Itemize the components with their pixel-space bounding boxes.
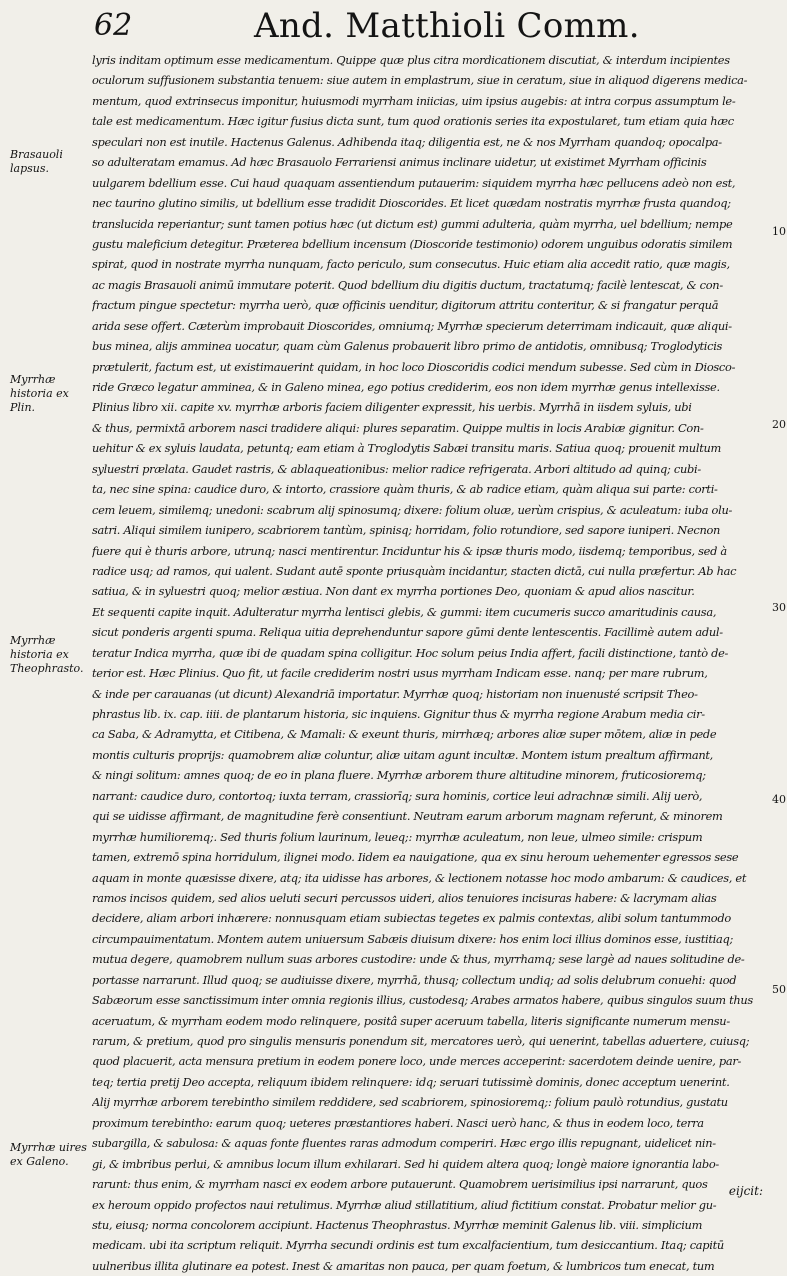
line-number: 50 <box>772 983 786 996</box>
text-line: rarunt: thus enim, & myrrham nasci ex eodem arbore putauerunt. Quamobrem uerisimilius ipsi narrarunt, quos <box>92 1177 708 1192</box>
text-line: prætulerit, factum est, ut existimauerint quidam, in hoc loco Dioscoridis codici mendum subesse. Sed cùm in Diosco- <box>92 359 736 374</box>
text-line: fractum pingue spectetur: myrrha uerò, quæ officinis uenditur, digitorum attritu conteritur, & si frangatur perquā <box>92 298 719 313</box>
text-line: ca Saba, & Adramytta, et Citibena, & Mamali: & exeunt thuris, mirrhæq; arbores aliæ super mōtem, aliæ in pede <box>92 727 717 742</box>
text-line: speculari non est inutile. Hactenus Galenus. Adhibenda itaq; diligentia est, ne & nos Myrrham quandoq; opocalpa- <box>92 134 722 149</box>
text-line: ride Græco legatur amminea, & in Galeno minea, ego potius crediderim, eos non idem myrrhæ genus intellexisse. <box>92 380 720 394</box>
running-title: And. Matthioli Comm. <box>254 6 640 46</box>
text-line: satri. Aliqui similem iunipero, scabriorem tantùm, spinisq; horridam, folio rotundiore, sed sapore iuniperi. Necnon <box>92 523 721 538</box>
text-line: aceruatum, & myrrham eodem modo relinquere, positâ super aceruum tabella, literis significante numerum mensu- <box>92 1013 730 1028</box>
text-line: ac magis Brasauoli animū immutare poterit. Quod bdellium diu digitis ductum, tractatumq; facilè lentescat, & con- <box>92 277 723 292</box>
text-line: teratur Indica myrrha, quæ ibi de quadam spina colligitur. Hoc solum peius India affert, facili distinctione, tantò de- <box>92 645 729 660</box>
text-line: mentum, quod extrinsecus imponitur, huiusmodi myrrham iniicias, uim ipsius augebis: at intra corpus assumptum le- <box>92 93 736 108</box>
text-line: teq; tertia pretij Deo accepta, reliquum ibidem relinquere: idq; seruari tutissimè dominis, donec acceptum uenerint. <box>92 1074 730 1089</box>
text-line: decidere, aliam arbori inhærere: nonnusquam etiam subiectas tegetes ex palmis contextas, alibi solum tantummodo <box>92 911 731 926</box>
text-line: sicut ponderis argenti spuma. Reliqua uitia deprehenduntur sapore gūmi dente lentescentis. Facillimè autem adul- <box>92 625 723 640</box>
text-line: myrrhæ humilioremq;. Sed thuris folium laurinum, leueq;: myrrhæ aculeatum, non leue, ulmeo simile: crispum <box>92 829 703 844</box>
text-line: bus minea, alijs amminea uocatur, quam cùm Galenus probauerit libro primo de antidotis, omnibusq; Troglodyticis <box>92 339 723 354</box>
text-line: phrastus lib. ix. cap. iiii. de plantarum historia, sic inquiens. Gignitur thus & myrrha regione Arabum media cir- <box>92 707 705 721</box>
text-line: circumpauimentatum. Montem autem uniuersum Sabæis diuisum dixere: hos enim loci illius dominos esse, iustitiaq; <box>92 931 733 946</box>
text-line: subargilla, & sabulosa: & aquas fonte fluentes raras admodum comperiri. Hæc ergo illis repugnant, uidelicet nin- <box>92 1136 716 1151</box>
text-line: gustu maleficium detegitur. Præterea bdellium incensum (Dioscoride testimonio) odorem unguibus odoratis similem <box>92 236 733 251</box>
text-line: tamen, extremō spina horridulum, ilignei modo. Iidem ea nauigatione, qua ex sinu heroum uehementer egressos sese <box>92 850 739 865</box>
text-line: stu, eiusq; norma concolorem accipiunt. Hactenus Theophrastus. Myrrhæ meminit Galenus lib. viii. simplicium <box>92 1217 703 1232</box>
text-line: so adulteratam emamus. Ad hæc Brasauolo Ferrariensi animus inclinare uidetur, ut existimet Myrrham officinis <box>92 155 707 170</box>
text-line: lyris inditam optimum esse medicamentum. Quippe quæ plus citra mordicationem discutiat, & interdum incipientes <box>92 53 730 67</box>
text-line: cem leuem, similemq; unedoni: scabrum alij spinosumq; dixere: folium oluæ, uerùm crispius, & aculeatum: iuba olu- <box>92 502 733 517</box>
margin-note: Myrrhæ historia ex Theophrasto. <box>10 634 84 675</box>
text-line: oculorum suffusionem substantia tenuem: siue autem in emplastrum, siue in ceratum, siue in aliquod digerens medica- <box>92 73 748 88</box>
page-number: 62 <box>94 8 133 43</box>
text-line: Plinius libro xii. capite xv. myrrhæ arboris faciem diligenter expressit, his uerbis. Myrrhā in iisdem syluis, ubi <box>92 400 692 415</box>
catchword: eijcit: <box>728 1184 763 1198</box>
text-line: mutua degere, quamobrem nullum suas arbores custodire: unde & thus, myrrhamq; sese largè ad naues solitudine de- <box>92 952 745 967</box>
text-line: radice usq; ad ramos, qui ualent. Sudant autē sponte priusquàm incidantur, stacten dictā, cui nulla præfertur. Ab hac <box>92 563 737 578</box>
text-line: Sabæorum esse sanctissimum inter omnia regionis illius, custodesq; Arabes armatos habere, quibus singulos suum thus <box>92 993 753 1008</box>
line-number: 30 <box>772 601 786 614</box>
margin-note: Brasauoli lapsus. <box>10 148 63 175</box>
text-line: ta, nec sine spina: caudice duro, & intorto, crassiore quàm thuris, & ab radice etiam, quàm aliqua sui parte: corti- <box>92 482 718 497</box>
text-line: uulgarem bdellium esse. Cui haud quaquam assentiendum putauerim: siquidem myrrha hæc pellucens adeò non est, <box>92 175 736 190</box>
text-line: Alij myrrhæ arborem terebintho similem reddidere, sed scabriorem, spinosioremq;: folium paulò rotundius, gustatu <box>92 1095 728 1110</box>
margin-note: Myrrhæ historia ex Plin. <box>10 373 69 414</box>
body-text <box>92 50 764 1276</box>
text-line: terior est. Hæc Plinius. Quo fit, ut facile crediderim nostri usus myrrham Indicam esse. nanq; per mare rubrum, <box>92 666 708 681</box>
text-line: narrant: caudice duro, contortoq; iuxta terram, crassiorīq; sura hominis, cortice leui adrachnæ simili. Alij uerò, <box>92 788 703 803</box>
text-line: medicam. ubi ita scriptum reliquit. Myrrha secundi ordinis est tum excalfacientium, tum desiccantium. Itaq; capitū <box>92 1238 724 1253</box>
text-line: portasse narrarunt. Illud quoq; se audiuisse dixere, myrrhā, thusq; collectum undiq; ad solis delubrum conuehi: quod <box>92 972 737 987</box>
text-line: tale est medicamentum. Hæc igitur fusius dicta sunt, tum quod orationis series ita expostularet, tum etiam quia hæc <box>92 114 734 129</box>
text-line: proximum terebintho: earum quoq; ueteres præstantiores haberi. Nasci uerò hanc, & thus in eodem loco, terra <box>92 1115 704 1130</box>
line-number: 40 <box>772 793 786 806</box>
text-line: Et sequenti capite inquit. Adulteratur myrrha lentisci glebis, & gummi: item cucumeris succo amaritudinis causa, <box>92 604 717 619</box>
line-number: 10 <box>772 225 786 238</box>
text-line: uulneribus illita glutinare ea potest. Inest & amaritas non pauca, per quam foetum, & lumbricos tum enecat, tum <box>92 1258 715 1273</box>
text-line: gi, & imbribus perlui, & amnibus locum illum exhilarari. Sed hi quidem altera quoq; longè maiore ignorantia labo- <box>92 1156 719 1171</box>
text-line: spirat, quod in nostrate myrrha nunquam, facto periculo, sum consecutus. Huic etiam alia accedit ratio, quæ magis, <box>92 257 730 272</box>
text-line: montis culturis proprijs: quamobrem aliæ coluntur, aliæ uitam agunt incultæ. Montem istum prealtum affirmant, <box>92 747 713 762</box>
margin-note: Myrrhæ uires ex Galeno. <box>10 1141 87 1168</box>
text-line: & thus, permixtā arborem nasci tradidere aliqui: plures separatim. Quippe multis in locis Arabiæ gignitur. Con- <box>92 420 704 435</box>
text-line: fuere qui è thuris arbore, utrunq; nasci mentirentur. Inciduntur his & ipsæ thuris modo, iisdemq; temporibus, sed à <box>92 543 727 558</box>
text-line: uehitur & ex syluis laudata, petuntq; eam etiam à Troglodytis Sabæi transitu maris. Satiua quoq; prouenit multum <box>92 441 722 456</box>
line-number: 20 <box>772 418 786 431</box>
text-line: syluestri prælata. Gaudet rastris, & ablaqueationibus: melior radice refrigerata. Arbori altitudo ad quinq; cubi- <box>92 461 701 476</box>
page-header <box>94 6 654 46</box>
text-line: aquam in monte quæsisse dixere, atq; ita uidisse has arbores, & lectionem notasse hoc modo ambarum: & caudices, et <box>92 870 747 885</box>
text-line: qui se uidisse affirmant, de magnitudine ferè consentiunt. Neutram earum arborum magnam referunt, & minorem <box>92 809 723 824</box>
text-line: & ningi solitum: amnes quoq; de eo in plana fluere. Myrrhæ arborem thure altitudine minorem, fruticosioremq; <box>92 768 706 783</box>
text-line: nec taurino glutino similis, ut bdellium esse tradidit Dioscorides. Et licet quædam nostratis myrrhæ frusta quandoq; <box>92 196 731 211</box>
text-line: satiua, & in syluestri quoq; melior æstiua. Non dant ex myrrha portiones Deo, quoniam & apud alios nascitur. <box>92 584 695 599</box>
text-line: translucida reperiantur; sunt tamen potius hæc (ut dictum est) gummi adulteria, quàm myrrha, uel bdellium; nempe <box>92 216 733 231</box>
text-line: ramos incisos quidem, sed alios ueluti securi percussos uideri, alios tenuiores incisuras habere: & lacrymam alias <box>92 890 717 905</box>
text-line: arida sese offert. Cæterùm improbauit Dioscorides, omniumq; Myrrhæ specierum deterrimam indicauit, quæ aliqui- <box>92 318 732 333</box>
text-line: quod placuerit, acta mensura pretium in eodem ponere loco, unde merces acceperint: sacerdotem deinde uenire, par- <box>92 1054 742 1069</box>
text-line: ex heroum oppido profectos naui retulimus. Myrrhæ aliud stillatitium, aliud fictitium constat. Probatur melior gu- <box>92 1197 717 1212</box>
text-line: rarum, & pretium, quod pro singulis mensuris ponendum sit, mercatores uerò, qui uenerint, tabellas aduertere, cuiusq; <box>92 1034 750 1048</box>
text-line: & inde per carauanas (ut dicunt) Alexandriā importatur. Myrrhæ quoq; historiam non inuenusté scripsit Theo- <box>92 686 698 701</box>
